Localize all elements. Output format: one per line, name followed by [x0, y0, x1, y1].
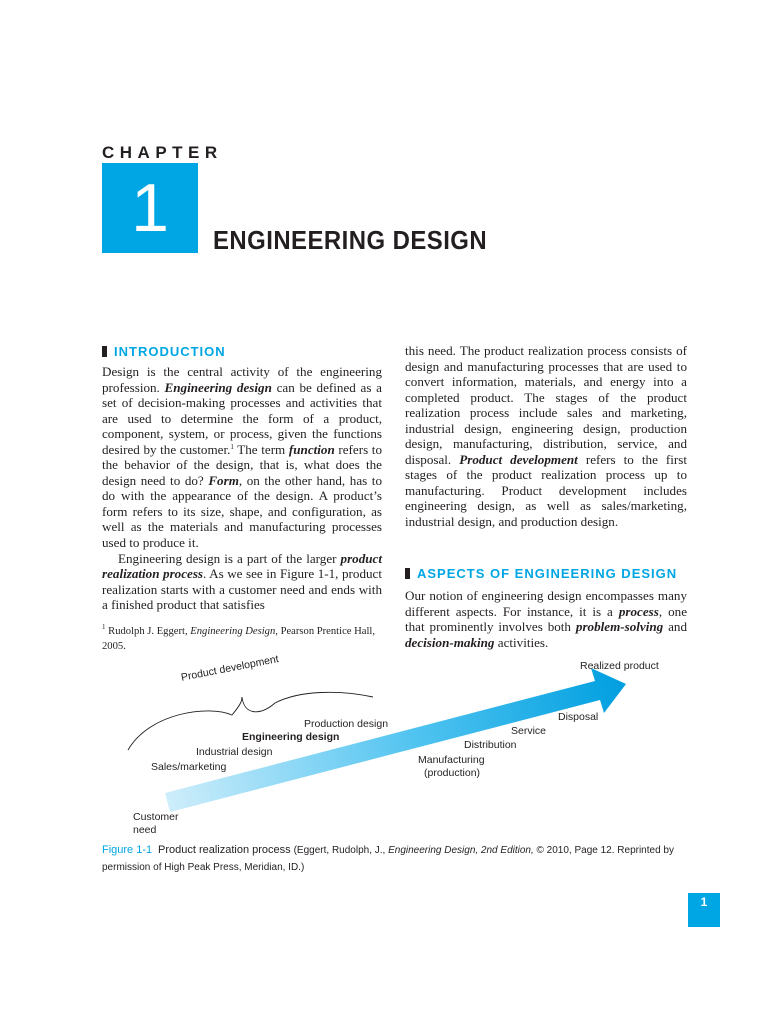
chapter-number: 1: [131, 170, 169, 246]
figure-title: Product realization process: [157, 844, 291, 856]
chapter-title: ENGINEERING DESIGN: [213, 225, 488, 255]
intro-paragraph-1: Design is the central activity of the engineering profession. Engineering design can be defined as a set of decision-making processes and activities that are used to determine the form of a product, component, system, or process, given the functions desired by the customer.$^1$ The term function refers to the behavior of the design, that is, what does the design need to do? Form, on the other hand, has to do with the appearance of the design. A product’s form refers to its size, shape, and configuration, as well as the materials and manufacturing processes used to produce it.: [102, 364, 382, 551]
label-customer: Customer: [133, 811, 179, 823]
label-service: Service: [511, 725, 547, 737]
label-disposal: Disposal: [558, 711, 599, 723]
figure-number: Figure 1-1: [102, 844, 153, 856]
section-heading-aspects: ASPECTS OF ENGINEERING DESIGN: [405, 566, 677, 581]
page-number: 1: [700, 895, 708, 909]
footnote: $^1$ Rudolph J. Eggert, Engineering Design, Pearson Prentice Hall, 2005.: [102, 623, 376, 652]
label-engineering-design: Engineering design: [242, 731, 340, 743]
figure-credit: (Eggert, Rudolph, J., Engineering Design, 2nd Edition, © 2010, Page 12. Reprinted by permission of High Peak Press, Meridian, ID.): [102, 845, 674, 873]
intro-paragraph-2: Engineering design is a part of the larger product realization process. As we see in Figure 1-1, product realization starts with a customer need and ends with a finished product that satisfies: [102, 550, 382, 613]
label-distribution: Distribution: [464, 739, 517, 751]
label-need: need: [133, 824, 157, 836]
aspects-paragraph: Our notion of engineering design encompasses many different aspects. For instance, it is a process, one that prominently involves both problem-solving and decision-making activities.: [405, 588, 687, 650]
label-sales-marketing: Sales/marketing: [151, 761, 227, 773]
intro-paragraph-2-continued: this need. The product realization process consists of design and manufacturing processes that are used to convert information, materials, and energy into a completed product. The stages of the product realization process include sales and marketing, industrial design, engineering design, production design, manufacturing, distribution, service, and disposal. Product development refers to the first stages of the product realization process up to manufacturing. Product development includes engineering design, as well as sales/marketing, industrial design, and production design.: [405, 343, 687, 530]
process-arrow: [165, 668, 626, 812]
label-manufacturing: Manufacturing: [418, 754, 485, 766]
label-product-development: Product development: [180, 653, 280, 684]
label-production: (production): [424, 767, 481, 779]
label-industrial-design: Industrial design: [196, 746, 273, 758]
label-production-design: Production design: [304, 718, 389, 730]
label-realized-product: Realized product: [580, 660, 659, 672]
footnote-ref[interactable]: 1: [230, 442, 234, 451]
section-heading-introduction: INTRODUCTION: [102, 344, 226, 359]
chapter-label: CHAPTER: [102, 143, 223, 162]
figure-caption: [102, 842, 702, 876]
